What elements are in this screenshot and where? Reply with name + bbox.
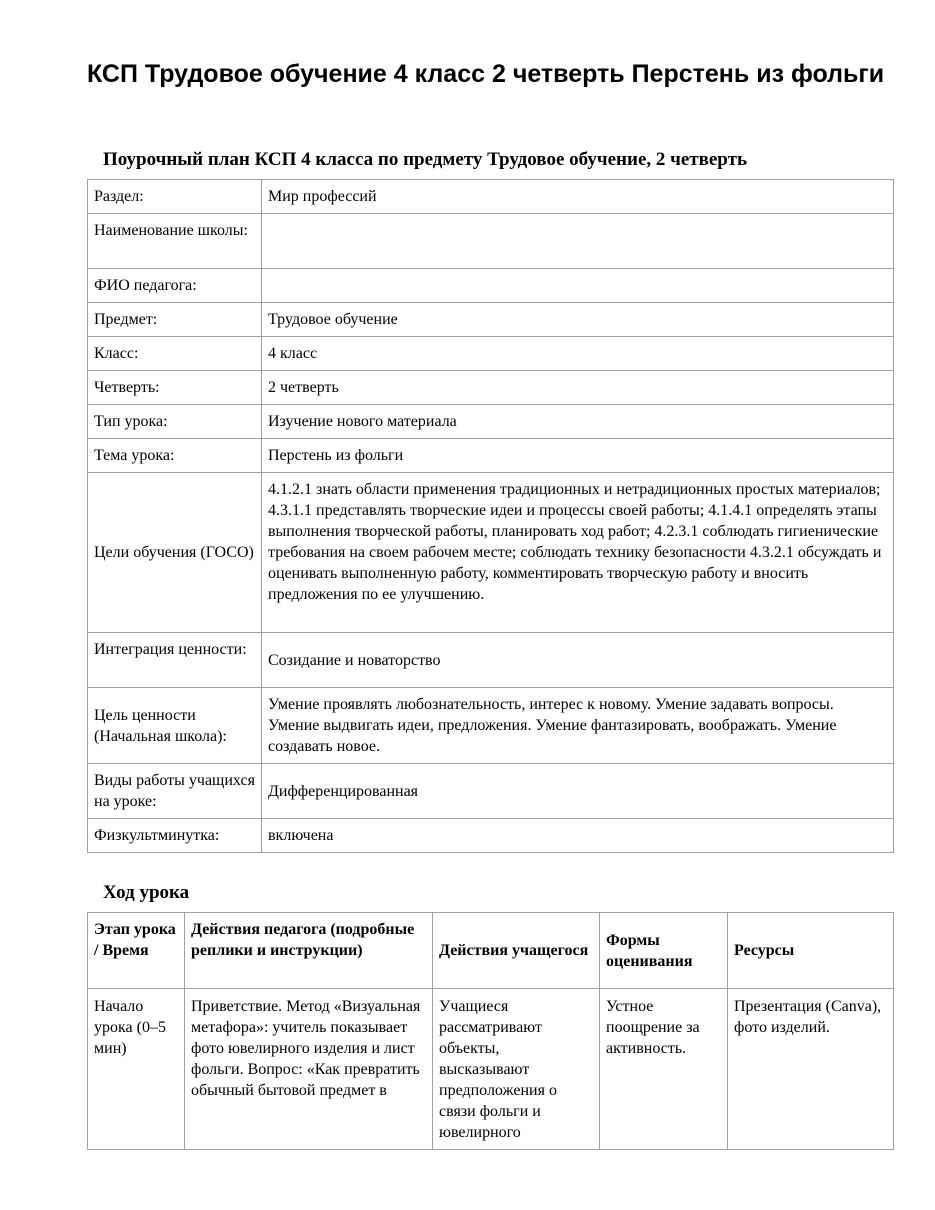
info-label: ФИО педагога: bbox=[88, 269, 262, 303]
student-actions-cell: Учащиеся рассматривают объекты, высказывают предположения о связи фольги и ювелирного bbox=[433, 989, 600, 1150]
info-row-learning-goals bbox=[88, 473, 894, 633]
info-value: Умение проявлять любознательность, интерес к новому. Умение задавать вопросы. Умение выдвигать идеи, предложения. Умение фантазировать, воображать. Умение создавать новое. bbox=[262, 688, 894, 764]
info-label: Тип урока: bbox=[88, 405, 262, 439]
lesson-flow-heading: Ход урока bbox=[103, 882, 190, 903]
teacher-actions-cell: Приветствие. Метод «Визуальная метафора»: учитель показывает фото ювелирного изделия и лист фольги. Вопрос: «Как превратить обычный бытовой предмет в bbox=[185, 989, 433, 1150]
info-value: 2 четверть bbox=[262, 371, 894, 405]
info-value: Изучение нового материала bbox=[262, 405, 894, 439]
info-label: Цели обучения (ГОСО) bbox=[88, 473, 262, 633]
info-label: Виды работы учащихся на уроке: bbox=[88, 764, 262, 819]
info-row-school bbox=[88, 214, 894, 269]
info-value: Дифференцированная bbox=[262, 764, 894, 819]
info-row-exercise-break bbox=[88, 819, 894, 853]
info-value: Мир профессий bbox=[262, 180, 894, 214]
document-title: КСП Трудовое обучение 4 класс 2 четверть Перстень из фольги bbox=[87, 60, 885, 88]
info-row-teacher bbox=[88, 269, 894, 303]
info-row-grade bbox=[88, 337, 894, 371]
column-header-teacher-actions: Действия педагога (подробные реплики и инструкции) bbox=[185, 913, 433, 989]
column-header-stage: Этап урока / Время bbox=[88, 913, 185, 989]
info-label: Класс: bbox=[88, 337, 262, 371]
info-value: Трудовое обучение bbox=[262, 303, 894, 337]
column-header-assessment: Формы оценивания bbox=[600, 913, 728, 989]
lesson-info-table bbox=[87, 179, 894, 853]
info-row-lesson-topic bbox=[88, 439, 894, 473]
info-label: Четверть: bbox=[88, 371, 262, 405]
info-row-value-integration bbox=[88, 633, 894, 688]
lesson-flow-table bbox=[87, 912, 894, 1150]
info-label: Раздел: bbox=[88, 180, 262, 214]
resources-cell: Презентация (Canva), фото изделий. bbox=[728, 989, 894, 1150]
info-row-section bbox=[88, 180, 894, 214]
info-label: Наименование школы: bbox=[88, 214, 262, 269]
info-value: 4.1.2.1 знать области применения традиционных и нетрадиционных простых материалов; 4.3.1.1 представлять творческие идеи и процессы своей работы; 4.1.4.1 определять этапы выполнения творческой работы, планировать ход работ; 4.2.3.1 соблюдать гигиенические требования на своем рабочем месте; соблюдать технику безопасности 4.3.2.1 обсуждать и оценивать выполненную работу, комментировать творческую работу и вносить предложения по ее улучшению. bbox=[262, 473, 894, 633]
stage-cell: Начало урока (0–5 мин) bbox=[88, 989, 185, 1150]
column-header-student-actions: Действия учащегося bbox=[433, 913, 600, 989]
info-value bbox=[262, 269, 894, 303]
info-value bbox=[262, 214, 894, 269]
plan-heading: Поурочный план КСП 4 класса по предмету Трудовое обучение, 2 четверть bbox=[103, 149, 747, 170]
assessment-cell: Устное поощрение за активность. bbox=[600, 989, 728, 1150]
info-row-work-types bbox=[88, 764, 894, 819]
info-row-value-goal bbox=[88, 688, 894, 764]
info-label: Тема урока: bbox=[88, 439, 262, 473]
info-label: Цель ценности (Начальная школа): bbox=[88, 688, 262, 764]
info-value: включена bbox=[262, 819, 894, 853]
info-value: 4 класс bbox=[262, 337, 894, 371]
info-label: Физкультминутка: bbox=[88, 819, 262, 853]
column-header-resources: Ресурсы bbox=[728, 913, 894, 989]
info-row-subject bbox=[88, 303, 894, 337]
info-label: Предмет: bbox=[88, 303, 262, 337]
info-row-lesson-type bbox=[88, 405, 894, 439]
info-value: Перстень из фольги bbox=[262, 439, 894, 473]
lesson-table-header-row bbox=[88, 913, 894, 989]
table-row bbox=[88, 989, 894, 1150]
info-row-quarter bbox=[88, 371, 894, 405]
info-value: Созидание и новаторство bbox=[262, 633, 894, 688]
info-label: Интеграция ценности: bbox=[88, 633, 262, 688]
